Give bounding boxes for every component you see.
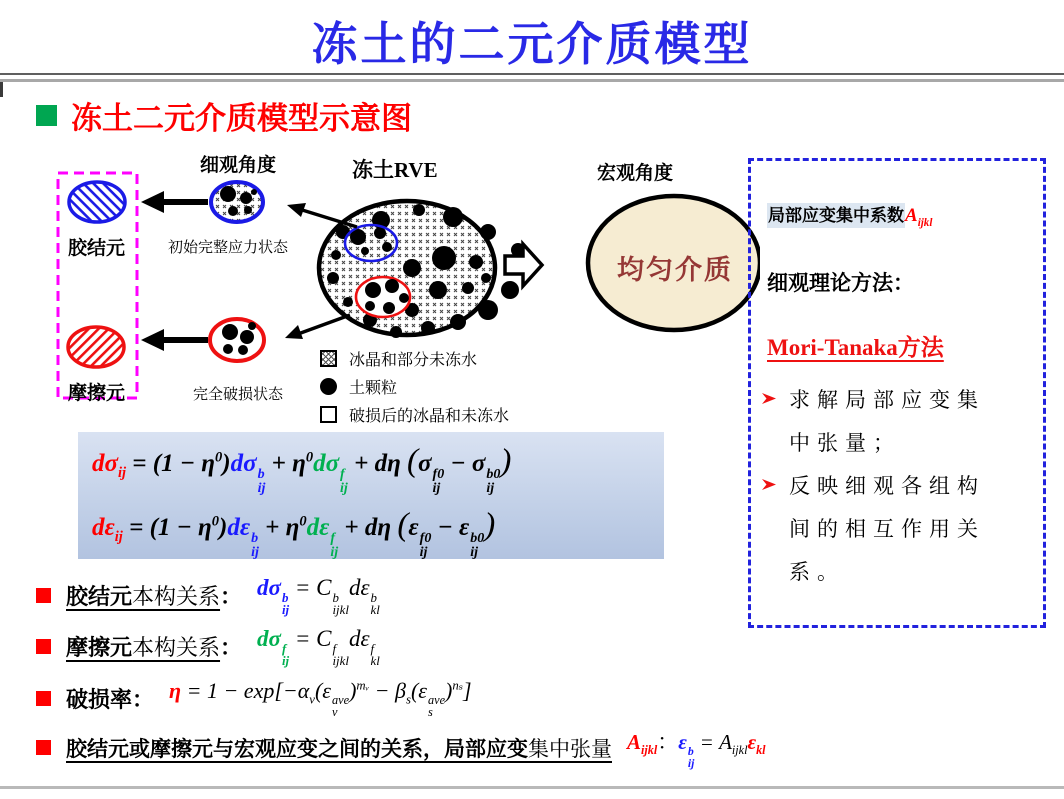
soil-particle-swatch-icon <box>320 378 337 395</box>
bullet-label-bold: 胶结元 <box>66 584 133 610</box>
section-heading <box>36 93 412 138</box>
list-item <box>761 465 995 594</box>
bottom-divider-line <box>0 786 1064 789</box>
legend-item-soil <box>320 372 509 400</box>
bullet-colon: ： <box>220 584 243 610</box>
bullet-friction-constitutive <box>36 626 380 668</box>
bullet-colon: ： <box>220 635 243 661</box>
bullet-label-bold: 胶结元或摩擦元与宏观应变之间的关系，局部应变 <box>66 737 528 761</box>
bullet-label-bold: 摩擦元 <box>66 635 133 661</box>
bullet-bonding-constitutive <box>36 575 380 617</box>
page-title: 冻土的二元介质模型 <box>311 18 753 70</box>
arrow-to-bonding <box>141 191 208 213</box>
arrow-bullet-icon <box>761 465 789 498</box>
list-item <box>761 379 995 465</box>
legend-label: 土颗粒 <box>349 379 398 397</box>
title-divider-line <box>0 73 1064 82</box>
green-square-bullet-icon <box>36 105 57 126</box>
concentration-coefficient-line <box>767 201 932 229</box>
bullet-label-rest: 本构关系 <box>132 584 221 610</box>
arrow-bullet-icon <box>761 379 789 412</box>
initial-state-label: 初始完整应力状态 <box>168 239 289 256</box>
red-square-bullet-icon <box>36 691 51 706</box>
method-point-text: 反映细观各组构间的相互作用关系。 <box>789 475 985 584</box>
bullet-label-rest: 集中张量 <box>528 737 612 761</box>
bullet-colon: ： <box>132 686 155 712</box>
friction-constitutive-formula: dσ f ij = C f ijkl dε f kl <box>257 626 380 669</box>
micro-view-label: 细观角度 <box>200 155 277 176</box>
bullet-label-bold: 破损率 <box>66 686 133 712</box>
rve-label: 冻土RVE <box>352 158 438 182</box>
pointer-to-damaged-state <box>285 315 350 339</box>
red-square-bullet-icon <box>36 639 51 654</box>
stress-mixture-equation: $d\sigma_{ij} = (1 - \eta^0)d\sigma$ b ij + $\eta^0d\sigma$ f ij + dη (σ f0 ij − σ b0 ij ) <box>92 443 512 496</box>
concentration-coefficient-label: 局部应变集中系数 <box>767 203 905 228</box>
bonding-element-ellipse <box>69 182 125 222</box>
binary-medium-schematic <box>40 148 760 438</box>
ice-crosshatch-swatch-icon <box>320 350 337 367</box>
bullet-label <box>66 683 154 714</box>
bullet-label <box>66 733 612 763</box>
legend-label: 冰晶和部分未冻水 <box>349 351 478 369</box>
mori-tanaka-method-label: Mori-Tanaka方法 <box>767 335 944 360</box>
pointer-to-initial-state <box>287 203 357 227</box>
damaged-state-label: 完全破损状态 <box>193 386 284 403</box>
bullet-label-rest: 本构关系 <box>132 635 221 661</box>
bullet-label <box>66 580 242 611</box>
bullet-strain-concentration <box>36 726 766 769</box>
damaged-ice-swatch-icon <box>320 406 337 423</box>
homogeneous-medium-label: 均匀介质 <box>617 255 733 285</box>
bullet-damage-ratio <box>36 678 472 719</box>
friction-element-label: 摩擦元 <box>68 383 126 404</box>
arrow-to-friction <box>141 329 208 351</box>
micro-theory-heading: 细观理论方法： <box>767 272 914 295</box>
section-heading-text: 冻土二元介质模型示意图 <box>71 101 412 136</box>
strain-concentration-formula: $A_{ijkl}$：ε b ij = $A_{ijkl}\varepsilon_{kl}$ <box>627 730 766 770</box>
mixture-equations-box <box>78 432 664 559</box>
damage-ratio-formula: $\eta = 1 - \exp[-\alpha_v(\varepsilon$ ave v )$^{mᵥ} - \beta_s(\varepsilon$ ave s )$^{n_s}$] <box>169 678 472 720</box>
bonding-constitutive-formula: dσ b ij = C b ijkl dε b kl <box>257 575 380 618</box>
bonding-element-label: 胶结元 <box>68 238 126 259</box>
concentration-coefficient-symbol: $A_{ijkl}$ <box>905 205 933 229</box>
homogenization-arrow <box>505 244 542 286</box>
macro-view-label: 宏观角度 <box>597 163 674 184</box>
strain-mixture-equation: $d\varepsilon_{ij} = (1 - \eta^0)d\varepsilon$ b ij + $\eta^0d\varepsilon$ f ij + dη (ε f0 ij − ε b0 ij ) <box>92 506 496 560</box>
method-point-text: 求解局部应变集中张量； <box>789 389 985 455</box>
red-square-bullet-icon <box>36 588 51 603</box>
mori-tanaka-panel <box>748 158 1046 628</box>
left-edge-tick <box>0 82 3 97</box>
rve-legend <box>320 344 509 428</box>
legend-label: 破损后的冰晶和未冻水 <box>349 407 510 425</box>
bullet-label <box>66 631 242 662</box>
legend-item-ice <box>320 344 509 372</box>
legend-item-damaged-ice <box>320 400 509 428</box>
initial-state-circle <box>211 182 263 222</box>
friction-element-ellipse <box>68 327 124 367</box>
red-square-bullet-icon <box>36 740 51 755</box>
method-points-list <box>761 379 995 594</box>
